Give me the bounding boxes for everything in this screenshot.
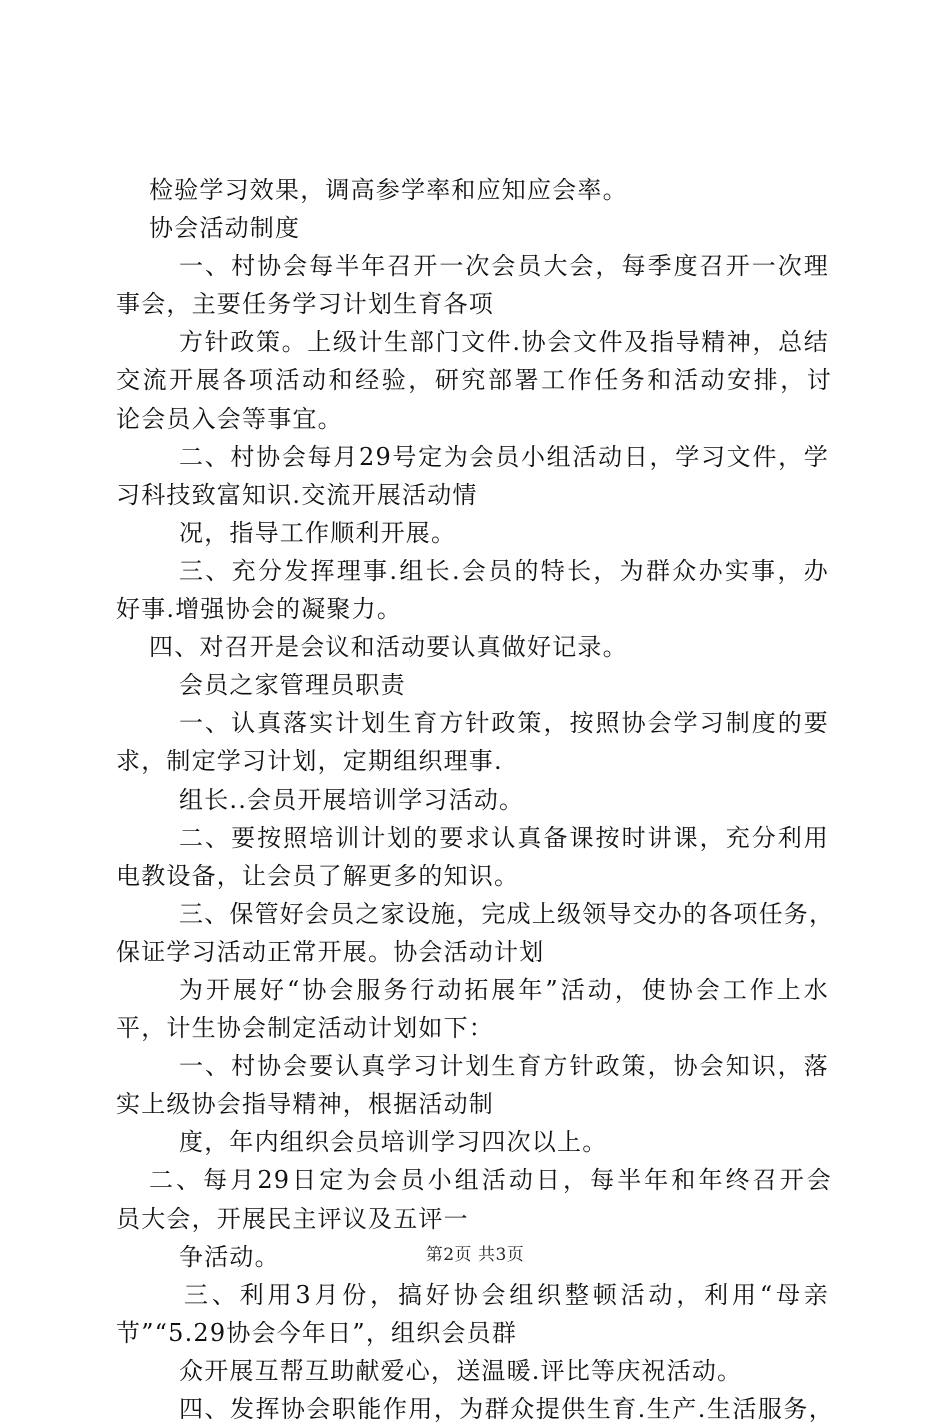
text-line: 众开展互帮互助献爱心，送温暖.评比等庆祝活动。 bbox=[179, 1356, 743, 1385]
text-line: 检验学习效果，调高参学率和应知应会率。 bbox=[149, 176, 628, 204]
text-line: 四、发挥协会职能作用，为群众提供生育.生产.生活服务， bbox=[179, 1395, 834, 1423]
text-line: 度，年内组织会员培训学习四次以上。 bbox=[179, 1128, 608, 1157]
text-line: 三、保管好会员之家设施，完成上级领导交办的各项任务， bbox=[179, 899, 835, 928]
text-line: 组长..会员开展培训学习活动。 bbox=[179, 785, 525, 814]
text-line: 习科技致富知识.交流开展活动情 bbox=[116, 480, 478, 509]
text-line: 节”“5.29协会今年日”，组织会员群 bbox=[116, 1318, 518, 1347]
text-line: 一、认真落实计划生育方针政策，按照协会学习制度的要 bbox=[179, 709, 829, 738]
text-line: 实上级协会指导精神，根据活动制 bbox=[116, 1090, 494, 1119]
text-line: 保证学习活动正常开展。协会活动计划 bbox=[116, 937, 545, 966]
text-line: 三、利用3月份，搞好协会组织整顿活动，利用“母亲 bbox=[184, 1280, 829, 1309]
text-line: 求，制定学习计划，定期组织理事. bbox=[116, 747, 503, 776]
text-line: 事会，主要任务学习计划生育各项 bbox=[116, 290, 494, 319]
text-line: 论会员入会等事宜。 bbox=[116, 404, 343, 433]
section-heading: 会员之家管理员职责 bbox=[179, 671, 406, 700]
text-line: 电教设备，让会员了解更多的知识。 bbox=[116, 861, 520, 890]
text-line: 二、村协会每月29号定为会员小组活动日，学习文件，学 bbox=[179, 442, 829, 471]
text-line: 四、对召开是会议和活动要认真做好记录。 bbox=[149, 633, 628, 662]
text-line: 为开展好“协会服务行动拓展年”活动，使协会工作上水 bbox=[179, 975, 829, 1004]
page-number-footer: 第2页 共3页 bbox=[425, 1245, 525, 1265]
section-heading: 协会活动制度 bbox=[149, 214, 301, 243]
text-line: 方针政策。上级计生部门文件.协会文件及指导精神，总结 bbox=[179, 328, 829, 357]
text-line: 二、要按照培训计划的要求认真备课按时讲课，充分利用 bbox=[179, 823, 829, 852]
text-line: 况，指导工作顺利开展。 bbox=[179, 518, 457, 547]
text-line: 员大会，开展民主评议及五评一 bbox=[116, 1204, 469, 1233]
text-line: 二、每月29日定为会员小组活动日，每半年和年终召开会 bbox=[149, 1166, 832, 1195]
text-line: 三、充分发挥理事.组长.会员的特长，为群众办实事，办 bbox=[179, 556, 829, 585]
text-line: 一、村协会每半年召开一次会员大会，每季度召开一次理 bbox=[179, 252, 829, 281]
text-line: 交流开展各项活动和经验，研究部署工作任务和活动安排，讨 bbox=[116, 366, 832, 395]
text-line: 一、村协会要认真学习计划生育方针政策，协会知识，落 bbox=[179, 1052, 829, 1081]
text-line: 平，计生协会制定活动计划如下： bbox=[116, 1014, 494, 1043]
text-line: 好事.增强协会的凝聚力。 bbox=[116, 595, 403, 624]
text-line: 争活动。 bbox=[179, 1242, 280, 1271]
